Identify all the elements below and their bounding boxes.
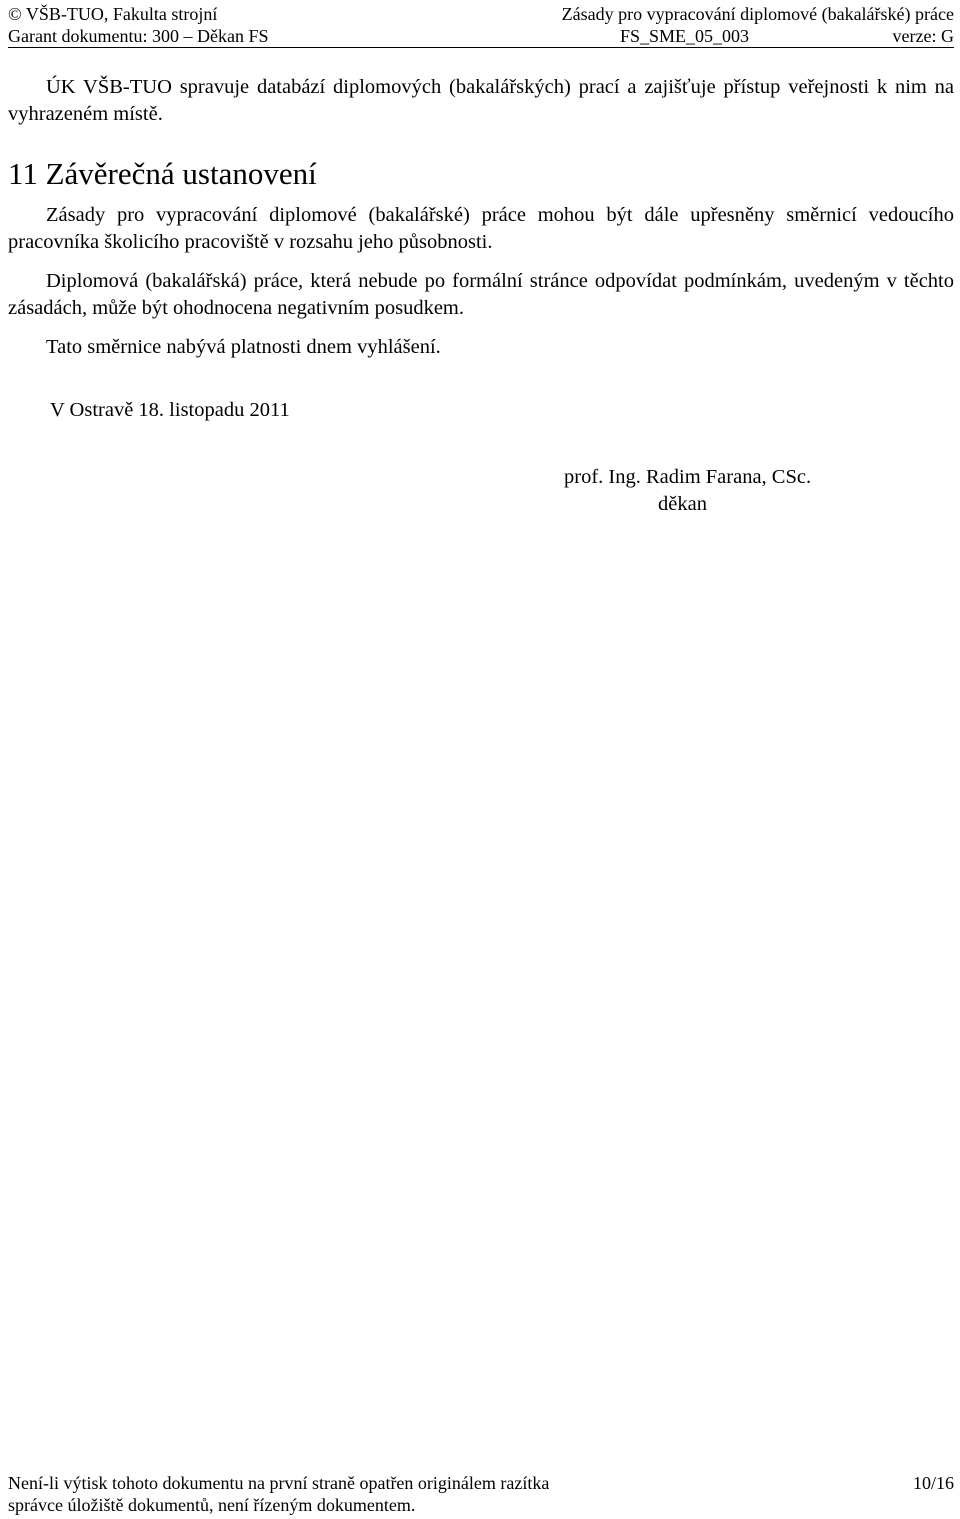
signatory-name: prof. Ing. Radim Farana, CSc. <box>564 466 812 488</box>
section-heading: 11 Závěrečná ustanovení <box>8 156 317 191</box>
header-version: verze: G <box>892 26 954 46</box>
place-and-date: V Ostravě 18. listopadu 2011 <box>50 399 290 421</box>
header-guarantor: Garant dokumentu: 300 – Děkan FS <box>8 26 269 46</box>
header-document-code: FS_SME_05_003 <box>620 26 750 46</box>
document-body <box>8 74 954 424</box>
signatory-role: děkan <box>658 493 707 515</box>
header-organization: © VŠB-TUO, Fakulta strojní <box>8 4 218 24</box>
section-paragraph-2: Diplomová (bakalářská) práce, která nebude po formální stránce odpovídat podmínkám, uvedeným v těchto zásadách, může být ohodnocena negativním posudkem. <box>8 270 954 319</box>
page-header <box>8 3 954 48</box>
footer-notice-line-2: správce úložiště dokumentů, není řízeným dokumentem. <box>8 1495 416 1515</box>
page-number: 10/16 <box>912 1473 954 1493</box>
signature-block <box>564 464 811 518</box>
section-paragraph-3: Tato směrnice nabývá platnosti dnem vyhlášení. <box>46 336 441 358</box>
footer-notice-line-1: Není-li výtisk tohoto dokumentu na první straně opatřen originálem razítka <box>8 1473 550 1493</box>
intro-paragraph: ÚK VŠB-TUO spravuje databází diplomových (bakalářských) prací a zajišťuje přístup veřejnosti k nim na vyhrazeném místě. <box>8 76 954 125</box>
section-paragraph-1: Zásady pro vypracování diplomové (bakalářské) práce mohou být dále upřesněny směrnicí vedoucího pracovníka školicího pracoviště v rozsahu jeho působnosti. <box>8 204 954 253</box>
header-document-title: Zásady pro vypracování diplomové (bakalářské) práce <box>561 4 954 24</box>
